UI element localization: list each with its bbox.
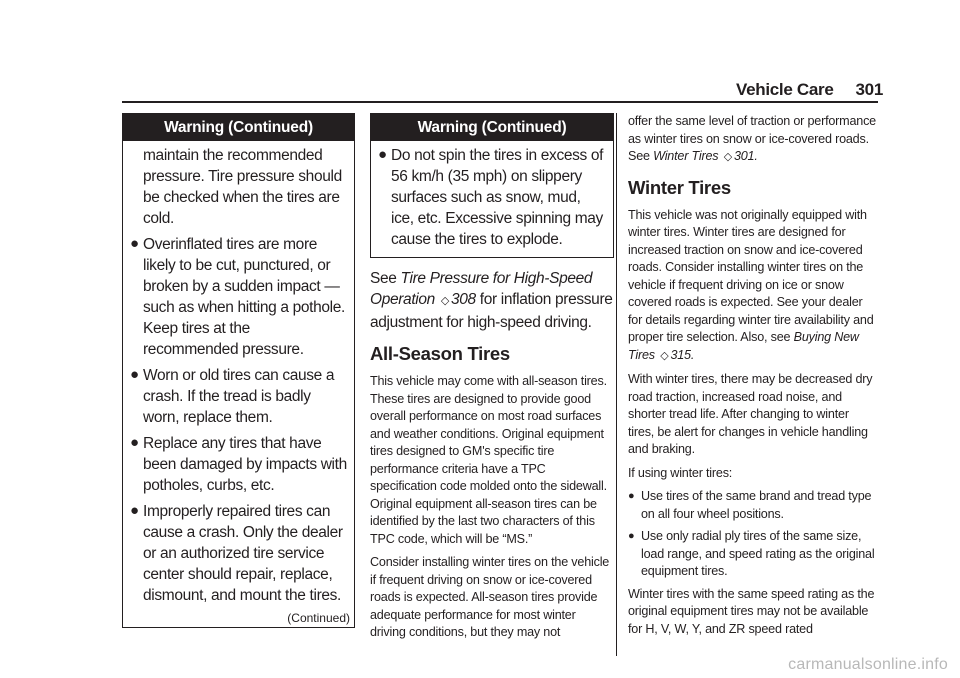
running-header <box>736 80 883 100</box>
cross-reference-link[interactable]: Tire Pressure for High-Speed Operation <box>370 270 593 308</box>
section-heading: All-Season Tires <box>370 343 510 364</box>
body-paragraph: If using winter tires: <box>628 465 733 480</box>
page-ref-icon: ◇ <box>723 151 732 163</box>
body-paragraph: This vehicle was not originally equipped with winter tires. Winter tires are designed for increased traction on snow and ice-covered roads. Consider installing winter tires on the vehicle if frequent driving on ice or snow covered roads is expected. See your dealer for details regarding winter tire availability and proper tire selection. Also, see Buying New Tires ◇ 315. <box>628 207 874 362</box>
warning-body <box>371 141 613 257</box>
list-item: ● Use only radial ply tires of the same size, load range, and speed rating as the original equipment tires. <box>628 529 875 578</box>
bullet-list <box>628 488 878 581</box>
warning-bullet: ● Improperly repaired tires can cause a crash. Only the dealer or an authorized tire service center should repair, replace, dismount, and mount the tires. <box>130 502 343 604</box>
column-1 <box>122 113 355 628</box>
page-ref-number[interactable]: 315. <box>670 347 695 362</box>
section-title: Vehicle Care <box>736 80 834 99</box>
warning-box <box>122 113 355 628</box>
see-reference-paragraph: See Tire Pressure for High-Speed Operation ◇ 308 for inflation pressure adjustment for high-speed driving. <box>370 270 613 331</box>
page-ref-number[interactable]: 301. <box>733 149 758 163</box>
list-item: ● Use tires of the same brand and tread type on all four wheel positions. <box>628 489 872 521</box>
bullet-icon: ● <box>130 235 139 252</box>
cross-reference-link[interactable]: Winter Tires <box>653 149 719 163</box>
watermark: carmanualsonline.info <box>788 656 948 673</box>
column-3 <box>628 113 878 644</box>
warning-title: Warning (Continued) <box>371 114 613 141</box>
warning-bullet: ● Worn or old tires can cause a crash. If the tread is badly worn, replace them. <box>130 366 335 426</box>
bullet-icon: ● <box>130 434 139 451</box>
warning-box <box>370 113 614 258</box>
page-ref-number[interactable]: 308 <box>451 291 476 308</box>
bullet-icon: ● <box>130 502 139 519</box>
page-ref-icon: ◇ <box>660 349 669 362</box>
bullet-icon: ● <box>378 146 387 163</box>
continued-label: (Continued) <box>287 611 350 625</box>
warning-bullet: ● Replace any tires that have been damaged by impacts with potholes, curbs, etc. <box>130 434 347 494</box>
section-heading: Winter Tires <box>628 176 731 198</box>
body-paragraph: Winter tires with the same speed rating as the original equipment tires may not be available for H, V, W, Y, and ZR speed rated <box>628 586 875 636</box>
warning-bullet: ● Do not spin the tires in excess of 56 km/h (35 mph) on slippery surfaces such as snow, mud, ice, etc. Excessive spinning may cause the tires to explode. <box>378 146 604 248</box>
body-paragraph: offer the same level of traction or performance as winter tires on snow or ice-covered roads. See Winter Tires ◇ 301. <box>628 114 876 163</box>
bullet-icon: ● <box>628 490 635 502</box>
warning-intro: maintain the recommended pressure. Tire pressure should be checked when the tires are cold. <box>143 147 342 227</box>
header-rule <box>122 101 878 103</box>
column-2 <box>370 113 614 648</box>
warning-body <box>123 141 354 613</box>
warning-bullet: ● Overinflated tires are more likely to be cut, punctured, or broken by a sudden impact — such as when hitting a pothole. Keep tires at the recommended pressure. <box>130 235 345 358</box>
column-divider <box>616 113 617 656</box>
body-paragraph: Consider installing winter tires on the vehicle if frequent driving on snow or ice-covered roads is expected. All-season tires provide adequate performance for most winter driving conditions, but they may not <box>370 555 610 639</box>
warning-title: Warning (Continued) <box>123 114 354 141</box>
bullet-icon: ● <box>628 530 635 542</box>
body-paragraph: With winter tires, there may be decreased dry road traction, increased road noise, and shorter tread life. After changing to winter tires, be alert for changes in vehicle handling and braking. <box>628 372 873 456</box>
page-number: 301 <box>855 80 883 99</box>
cross-reference-link[interactable]: Buying New Tires <box>628 330 859 362</box>
body-paragraph: This vehicle may come with all-season tires. These tires are designed to provide good overall performance on most road surfaces and weather conditions. Original equipment tires designed to GM's specific tire performance criteria have a TPC specification code molded onto the sidewall. Original equipment all-season tires can be identified by the last two characters of this TPC code, which will be “MS.” <box>370 374 607 546</box>
page-ref-icon: ◇ <box>440 295 450 307</box>
bullet-icon: ● <box>130 366 139 383</box>
